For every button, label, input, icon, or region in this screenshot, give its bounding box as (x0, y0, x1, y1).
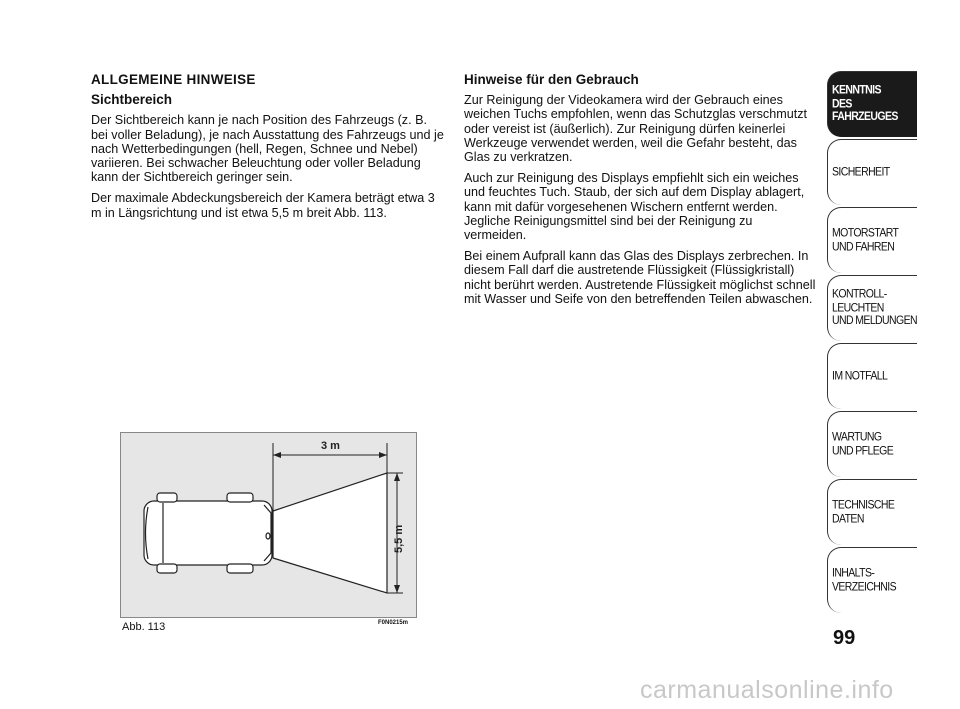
chapter-tab-label: KONTROLL- LEUCHTEN UND MELDUNGEN (832, 287, 917, 328)
chapter-tab[interactable] (827, 479, 917, 545)
chapter-tab-label: MOTORSTART UND FAHREN (832, 226, 899, 254)
chapter-tabs (827, 71, 917, 615)
chapter-tab-label: TECHNISCHE DATEN (832, 498, 895, 526)
chapter-tab-label: WARTUNG UND PFLEGE (832, 430, 894, 458)
chapter-tab-label: INHALTS- VERZEICHNIS (832, 566, 896, 594)
paragraph: Zur Reinigung der Videokamera wird der Gebrauch eines weichen Tuchs empfohlen, wenn das Schutzglas verschmutzt oder vereist ist (äußerlich). Zur Reinigung dürfen keinerlei Werkzeuge verwendet werden, weil die Gefahr besteht, das Glas zu verkratzen. (464, 93, 808, 165)
chapter-tab[interactable] (827, 207, 917, 273)
paragraph: Bei einem Aufprall kann das Glas des Displays zerbrechen. In diesem Fall darf die austretende Flüssigkeit (Flüssigkristall) nicht berührt werden. Austretende Flüssigkeit möglichst schnell mit Wasser und Seife von den betreffenden Teilen abwaschen. (464, 249, 816, 306)
subsection-heading: Sichtbereich (91, 92, 173, 108)
camera-range-diagram (121, 433, 418, 619)
figure-code: F0N0215m (378, 620, 409, 626)
left-column (91, 73, 446, 227)
figure-caption: Abb. 113 (122, 621, 166, 633)
width-dimension-label: 5,5 m (393, 524, 405, 553)
paragraph: Auch zur Reinigung des Displays empfiehlt sich ein weiches und feuchtes Tuch. Staub, der sich auf dem Display ablagert, kann mit dafür vorgesehenen Wischern entfernt werden. Jegliche Reinigungsmittel sind bei der Reinigung zu vermeiden. (464, 171, 805, 243)
coverage-area (273, 473, 387, 593)
chapter-tab-label: SICHERHEIT (832, 164, 890, 179)
paragraph: Der Sichtbereich kann je nach Position des Fahrzeugs (z. B. bei voller Beladung), je nach Ausstattung des Fahrzeugs und je nach Wetterbedingungen (hell, Regen, Schnee und Nebel) variieren. Bei schwacher Beleuchtung oder voller Beladung kann der Sichtbereich geringer sein. (91, 113, 444, 185)
page-number: 99 (833, 627, 856, 649)
chapter-tab[interactable] (827, 547, 917, 613)
right-column (464, 73, 816, 313)
chapter-tab-label: IM NOTFALL (832, 368, 888, 383)
chapter-tab[interactable] (827, 343, 917, 409)
watermark: carmanualsonline.info (640, 676, 894, 704)
section-heading: ALLGEMEINE HINWEISE (91, 72, 256, 87)
van-icon (144, 493, 272, 573)
length-dimension-label: 3 m (321, 440, 340, 452)
chapter-tab[interactable] (827, 411, 917, 477)
subsection-heading: Hinweise für den Gebrauch (464, 72, 639, 87)
camera-range-figure (120, 432, 417, 618)
chapter-tab-label: KENNTNIS DES FAHRZEUGES (832, 83, 898, 124)
chapter-tab[interactable] (827, 139, 917, 205)
paragraph: Der maximale Abdeckungsbereich der Kamera beträgt etwa 3 m in Längsrichtung und ist etwa 5,5 m breit Abb. 113. (91, 191, 435, 220)
chapter-tab[interactable] (827, 71, 917, 137)
chapter-tab[interactable] (827, 275, 917, 341)
